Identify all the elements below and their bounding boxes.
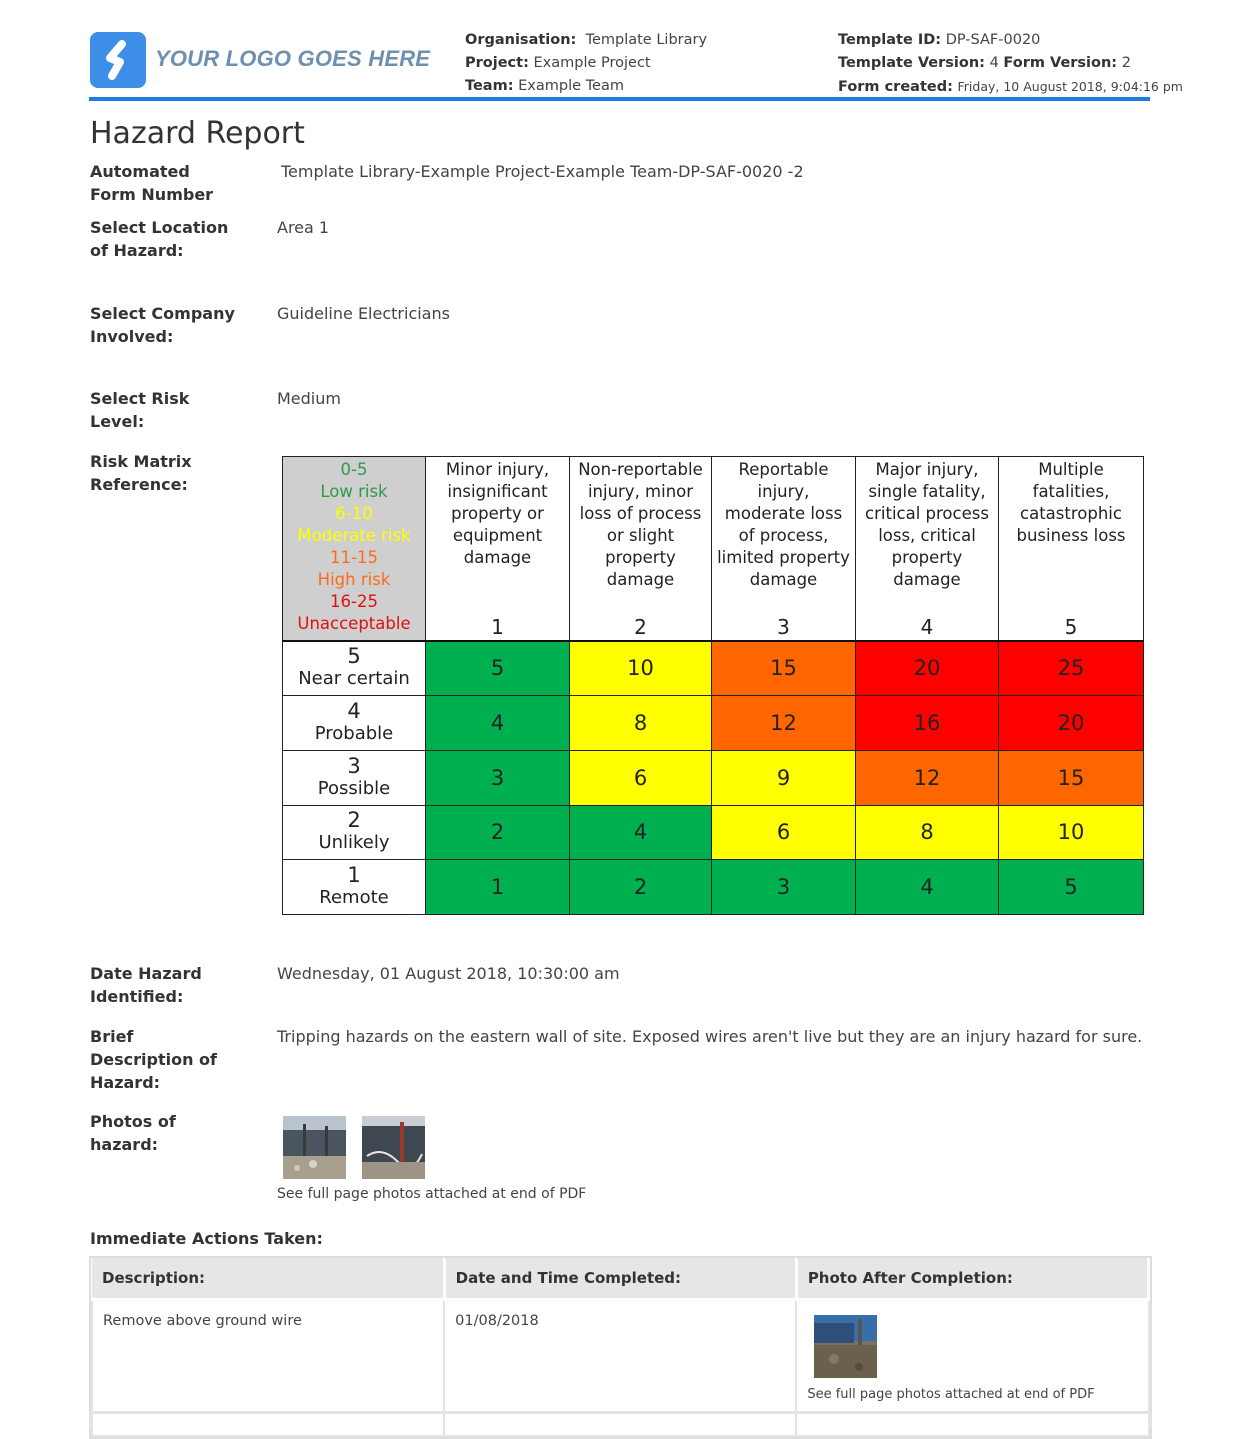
consequence-number: 5 <box>1064 614 1078 639</box>
risk-legend <box>283 457 426 641</box>
location-value: Area 1 <box>277 218 330 237</box>
date-value: Wednesday, 01 August 2018, 10:30:00 am <box>277 964 620 983</box>
consequence-header <box>712 457 856 641</box>
risk-legend-line: 6-10 <box>335 504 373 523</box>
risk-score-cell: 4 <box>570 805 712 860</box>
risk-score-cell: 10 <box>999 805 1144 860</box>
risk-score-cell: 15 <box>999 750 1144 805</box>
header-divider <box>89 97 1150 101</box>
actions-title: Immediate Actions Taken: <box>90 1229 323 1248</box>
risk-score-cell: 1 <box>426 860 570 915</box>
risk-legend-line: 0-5 <box>340 460 368 479</box>
logo-text: YOUR LOGO GOES HERE <box>155 46 431 71</box>
risk-score-cell: 4 <box>426 696 570 751</box>
logo-icon <box>90 32 146 88</box>
likelihood-label <box>283 641 426 696</box>
header-right-meta: Template ID: DP-SAF-0020 Template Version: 4 Form Version: 2 Form created: Friday, 10 August 2018, 9:04:16 pm <box>838 32 1183 95</box>
risk-legend-line: Unacceptable <box>297 614 411 633</box>
action-date: 01/08/2018 <box>444 1300 796 1437</box>
hazard-photo-2[interactable] <box>362 1116 425 1179</box>
logo-mark <box>90 32 146 88</box>
likelihood-label <box>283 750 426 805</box>
actions-col-date: Date and Time Completed: <box>444 1258 796 1300</box>
consequence-text: Non-reportable injury, minor loss of process or slight property damage <box>578 460 703 589</box>
likelihood-number: 5 <box>347 644 361 669</box>
description-label: Brief Description of Hazard: <box>90 1027 218 1092</box>
risk-score-cell: 10 <box>570 641 712 696</box>
risk-matrix <box>282 456 1143 915</box>
actions-next-row <box>89 1411 1152 1428</box>
photos-caption: See full page photos attached at end of PDF <box>277 1186 587 1202</box>
risk-score-cell: 6 <box>570 750 712 805</box>
likelihood-number: 1 <box>347 863 361 888</box>
matrix-row <box>283 750 1144 805</box>
matrix-row <box>283 860 1144 915</box>
form-number-value: Template Library-Example Project-Example Team-DP-SAF-0020 -2 <box>281 162 804 181</box>
risk-score-cell: 9 <box>712 750 856 805</box>
risk-legend-line: 16-25 <box>330 592 378 611</box>
location-label: Select Location of Hazard: <box>90 218 229 260</box>
company-value: Guideline Electricians <box>277 304 450 323</box>
consequence-number: 3 <box>777 614 790 639</box>
likelihood-label <box>283 860 426 915</box>
risk-score-cell: 12 <box>856 750 999 805</box>
risk-score-cell: 12 <box>712 696 856 751</box>
matrix-row <box>283 805 1144 860</box>
risk-score-cell: 4 <box>856 860 999 915</box>
risk-level-value: Medium <box>277 389 341 408</box>
risk-score-cell: 8 <box>856 805 999 860</box>
matrix-row <box>283 641 1144 696</box>
consequence-text: Multiple fatalities, catastrophic business loss <box>1016 460 1126 545</box>
consequence-text: Major injury, single fatality, critical process loss, critical property damage <box>865 460 989 589</box>
form-created-value: Friday, 10 August 2018, 9:04:16 pm <box>957 79 1183 94</box>
consequence-header <box>570 457 712 641</box>
consequence-header <box>999 457 1144 641</box>
action-description: Remove above ground wire <box>92 1300 444 1437</box>
actions-col-description: Description: <box>92 1258 444 1300</box>
consequence-text: Reportable injury, moderate loss of process, limited property damage <box>717 460 850 589</box>
risk-score-cell: 5 <box>999 860 1144 915</box>
risk-score-cell: 3 <box>426 750 570 805</box>
risk-score-cell: 15 <box>712 641 856 696</box>
likelihood-text: Near certain <box>298 668 410 690</box>
page-title: Hazard Report <box>90 116 305 151</box>
matrix-row <box>283 696 1144 751</box>
risk-legend-line: Moderate risk <box>297 526 411 545</box>
risk-score-cell: 16 <box>856 696 999 751</box>
likelihood-label <box>283 805 426 860</box>
risk-score-cell: 5 <box>426 641 570 696</box>
header-left-meta: Organisation: Template Library Project: Example Project Team: Example Team <box>465 32 708 94</box>
actions-col-photo: Photo After Completion: <box>796 1258 1148 1300</box>
team-value: Example Team <box>518 78 624 94</box>
form-number-label: Automated Form Number <box>90 162 214 204</box>
consequence-number: 1 <box>491 614 504 639</box>
consequence-number: 2 <box>634 614 647 639</box>
likelihood-text: Probable <box>314 723 394 745</box>
risk-level-label: Select Risk Level: <box>90 389 190 431</box>
risk-score-cell: 25 <box>999 641 1144 696</box>
template-id-value: DP-SAF-0020 <box>945 32 1041 48</box>
risk-score-cell: 20 <box>856 641 999 696</box>
likelihood-number: 2 <box>347 808 361 833</box>
action-photo-caption: See full page photos attached at end of PDF <box>807 1387 1095 1402</box>
risk-score-cell: 2 <box>570 860 712 915</box>
risk-legend-line: 11-15 <box>330 548 378 567</box>
risk-score-cell: 6 <box>712 805 856 860</box>
likelihood-text: Possible <box>317 777 391 799</box>
company-label: Select Company Involved: <box>90 304 235 346</box>
risk-legend-line: Low risk <box>320 482 388 501</box>
consequence-header <box>856 457 999 641</box>
action-photo[interactable] <box>814 1315 877 1378</box>
risk-score-cell: 8 <box>570 696 712 751</box>
photos-label: Photos of hazard: <box>90 1112 176 1154</box>
risk-legend-line: High risk <box>317 570 391 589</box>
risk-matrix-label: Risk Matrix Reference: <box>90 452 192 494</box>
likelihood-number: 4 <box>347 699 361 724</box>
likelihood-label <box>283 696 426 751</box>
likelihood-text: Remote <box>319 887 389 909</box>
risk-score-cell: 20 <box>999 696 1144 751</box>
organisation-value: Template Library <box>585 32 708 48</box>
project-value: Example Project <box>533 55 651 71</box>
consequence-text: Minor injury, insignificant property or equipment damage <box>445 460 550 567</box>
consequence-header <box>426 457 570 641</box>
hazard-photo-1[interactable] <box>283 1116 346 1179</box>
description-value: Tripping hazards on the eastern wall of site. Exposed wires aren't live but they are an injury hazard for sure. <box>277 1027 1143 1046</box>
consequence-number: 4 <box>920 614 934 639</box>
risk-score-cell: 2 <box>426 805 570 860</box>
likelihood-text: Unlikely <box>318 832 390 854</box>
risk-score-cell: 3 <box>712 860 856 915</box>
likelihood-number: 3 <box>347 753 361 778</box>
date-label: Date Hazard Identified: <box>90 964 202 1006</box>
